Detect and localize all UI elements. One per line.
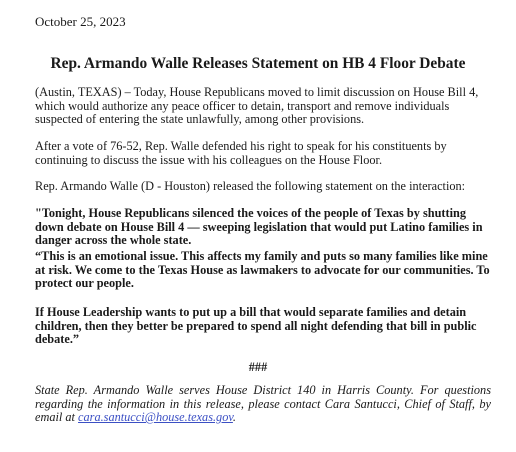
quote-paragraph-2: “This is an emotional issue. This affects my family and puts so many families like mine at risk. We come to the Texas House as lawmakers to advocate for our communities. To protect our people. [35,249,490,291]
intro-paragraph: (Austin, TEXAS) – Today, House Republicans moved to limit discussion on House Bill 4, which would authorize any peace officer to detain, transport and remove individuals suspected of entering the state unlawfully, among other provisions. [35,85,479,127]
vote-paragraph: After a vote of 76-52, Rep. Walle defended his right to speak for his constituents by continuing to discuss the issue with his colleagues on the House Floor. [35,139,447,167]
footer-note [35,384,491,425]
quote-paragraph-1: "Tonight, House Republicans silenced the voices of the people of Texas by shutting down debate on House Bill 4 — sweeping legislation that would put Latino families in danger across the whole state. [35,206,483,248]
quote-paragraph-3: If House Leadership wants to put up a bill that would separate families and detain children, then they better be prepared to spend all night defending that bill in public debate.” [35,305,477,347]
footer-end: . [232,410,236,425]
release-date: October 25, 2023 [35,14,126,29]
end-separator: ### [248,360,268,374]
statement-intro-paragraph: Rep. Armando Walle (D - Houston) released the following statement on the interaction: [35,179,466,193]
contact-email-link[interactable]: cara.santucci@house.texas.gov [78,410,233,425]
release-title: Rep. Armando Walle Releases Statement on HB 4 Floor Debate [50,55,466,72]
footer-text: State Rep. Armando Walle serves House District 140 in Harris County. For questions regarding the information in this release, please contact Cara Santucci, Chief of Staff, by email at [35,383,491,425]
